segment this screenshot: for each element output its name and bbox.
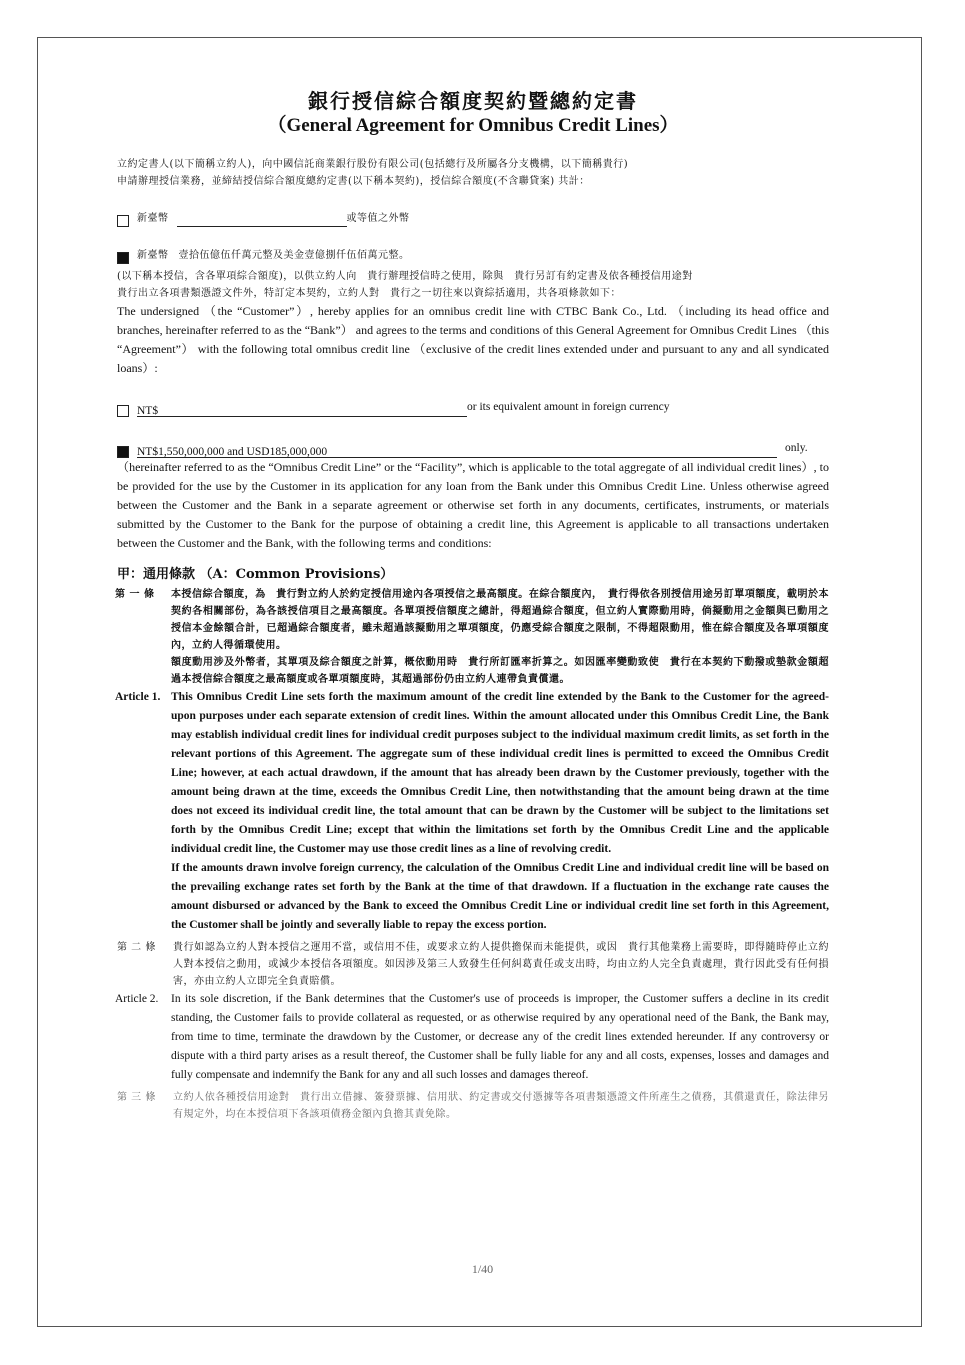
article-2-zh: [117, 939, 829, 990]
page-number: 1/40: [471, 1262, 494, 1276]
article-1-en-para-2: If the amounts drawn involve foreign currency, the calculation of the Omnibus Credit Line and individual credit line will be based on the prevailing exchange rates set forth by the Bank at the time of that drawdown. If a fluctuation in the exchange rate causes the amount disbursed or advanced by the Bank to exceed the Omnibus Credit Line or individual credit line set forth in this Agreement, the Customer shall be jointly and severally liable to repay the excess portion.: [171, 862, 829, 931]
note-zh-line-1: (以下稱本授信，含各單項綜合額度)，以供立約人向 貴行辦理授信時之使用，除與 貴行另訂有約定書及依各種授信用途對: [117, 271, 693, 282]
option-2-zh: [117, 247, 829, 264]
checkbox-option-1-zh[interactable]: [117, 215, 129, 227]
article-1-en-label: Article 1.: [115, 691, 161, 703]
amount-blank-zh[interactable]: [177, 214, 347, 227]
article-2-zh-label: 第 二 條: [117, 942, 156, 953]
article-1-zh-label: 第 一 條: [115, 589, 155, 600]
facility-english: （hereinafter referred to as the “Omnibus Credit Line” or the “Facility”, which is applicable to the total aggregate of all individual credit lines）, to be provided for the use by the Customer in its application for any loan from the Bank under this Omnibus Credit Line. Unless otherwise agreed between the Customer and the Bank in a separate agreement or otherwise set forth in any documents, certificates, instruments, or materials submitted by the Customer to the Bank for the purpose of obtaining a credit line, this Agreement is applicable to all transactions undertaken between the Customer and the Bank, with the following terms and conditions:: [117, 460, 829, 550]
article-1-zh-para-1: 本授信綜合額度，為 貴行對立約人於約定授信用途內各項授信之最高額度。在綜合額度內， 貴行得依各別授信用途另訂單項額度，載明於本契約各相關部份，為各該授信項目之最高額度。各單項授信額度之總計，得超過綜合額度，但立約人實際動用時，倘擬動用之金額與已動用之授信本金餘額合計，已超過綜合額度者，雖未超過該擬動用之單項額度，仍應受綜合額度之限制，不得超限動用，惟在綜合額度及各單項額度內，立約人得循環使用。: [171, 589, 829, 651]
intro-zh-line-1: 立約定書人(以下簡稱立約人)，向中國信託商業銀行股份有限公司(包括總行及所屬各分支機構，以下簡稱貴行): [117, 159, 629, 170]
option-1-en-suffix: or its equivalent amount in foreign currency: [467, 401, 670, 413]
article-1-zh-para-2: 額度動用涉及外幣者，其單項及綜合額度之計算，概依動用時 貴行所訂匯率折算之。如因匯率變動致使 貴行在本契約下動撥或墊款金額超過本授信綜合額度之最高額度或各單項額度時，其超過部份仍由立約人連帶負責償還。: [171, 657, 829, 685]
option-1-zh-label: 新臺幣: [137, 213, 169, 224]
option-2-en: [117, 439, 829, 458]
intro-zh-line-2: 申請辦理授信業務，並締結授信綜合額度總約定書(以下稱本契約)，授信綜合額度(不含聯貸案) 共計：: [117, 176, 590, 187]
checkbox-option-1-en[interactable]: [117, 405, 129, 417]
option-1-en: [117, 398, 829, 417]
intro-english: The undersigned （the “Customer”）, hereby applies for an omnibus credit line with CTBC Bank Co., Ltd. （including its head office and branches, hereinafter referred to as the “Bank”） and agrees to the terms and conditions of this General Agreement for Omnibus Credit Lines （this “Agreement”） with the following total omnibus credit line （exclusive of the credit lines extended under and pursuant to any and all syndicated loans）:: [117, 304, 829, 375]
article-2-en: [117, 990, 829, 1085]
option-2-zh-amount: 壹拾伍億伍仟萬元整及美金壹億捌仟伍佰萬元整。: [178, 250, 410, 261]
amount-blank-en[interactable]: [137, 402, 467, 417]
option-2-zh-label: 新臺幣: [137, 250, 169, 261]
option-1-en-label: NT$: [137, 405, 159, 417]
article-2-en-text: In its sole discretion, if the Bank determines that the Customer's use of proceeds is improper, the Customer suffers a decline in its credit standing, the Customer fails to provide collateral as requested, or as otherwise required by any operational need of the Bank, the Bank may, from time to time, terminate the drawdown by the Customer, or decrease any of the credit lines extended hereunder. If any controversy or dispute with a third party arises as a result thereof, the Customer shall be fully liable for any and all costs, expenses, losses and damages and fully compensate and indemnify the Bank for any and all such losses and damages thereof.: [171, 993, 829, 1081]
note-zh-line-2: 貴行出立各項書類憑證文件外，特訂定本契約，立約人對 貴行之一切往來以資綜括適用，共各項條款如下：: [117, 288, 621, 299]
option-2-en-amount: NT$1,550,000,000 and USD185,000,000: [137, 446, 328, 458]
article-1-zh: [115, 586, 829, 688]
document-page: [117, 88, 829, 1123]
article-2-en-label: Article 2.: [115, 993, 159, 1005]
option-1-zh: [117, 210, 829, 227]
article-3-zh-label: 第 三 條: [117, 1092, 156, 1103]
title-english: （General Agreement for Omnibus Credit Lines）: [267, 115, 679, 136]
article-1-en-para-1: This Omnibus Credit Line sets forth the maximum amount of the credit line extended by the Bank to the Customer for the agreed-upon purposes under each separate extension of credit lines. Within the amount allocated under this Omnibus Credit Line, the Bank may establish individual credit lines for individual credit purposes subject to the individual maximum credit limits, as set forth in the relevant portions of this Agreement. The aggregate sum of these individual credit lines is permitted to exceed the Omnibus Credit Line; however, at each actual drawdown, if the amount that has already been drawn by the Customer previously, together with the amount being drawn at the time, exceeds the Omnibus Credit Line, then notwithstanding that the amount being drawn at the time does not exceed its individual credit line, the total amount that can be drawn by the Customer will be subject to the limitations set forth by the Omnibus Credit Line; except that within the limitations set forth by the Omnibus Credit Line and the applicable individual credit line, the Customer may use those credit lines as a line of revolving credit.: [171, 691, 829, 855]
checkbox-option-2-en-checked[interactable]: [117, 446, 129, 458]
article-3-zh-text: 立約人依各種授信用途對 貴行出立借據、簽發票據、信用狀、約定書或交付憑據等各項書類憑證文件所產生之債務，其償還責任，除法律另有規定外，均在本授信項下各該項債務金額內負擔其責免除。: [173, 1092, 829, 1120]
article-3-zh: [117, 1089, 829, 1123]
checkbox-option-2-zh-checked[interactable]: [117, 252, 129, 264]
option-1-zh-suffix: 或等值之外幣: [346, 213, 410, 224]
section-a-heading: 甲：通用條款 （A：Common Provisions）: [117, 567, 394, 582]
article-1-en: [117, 688, 829, 935]
title-chinese: 銀行授信綜合額度契約暨總約定書: [308, 89, 638, 113]
amount-filled-en[interactable]: [137, 443, 777, 458]
article-2-zh-text: 貴行如認為立約人對本授信之運用不當，或信用不佳，或要求立約人提供擔保而未能提供，或因 貴行其他業務上需要時，即得隨時停止立約人對本授信之動用，或減少本授信各項額度。如因涉及第三人致發生任何糾葛責任或支出時，均由立約人完全負責處理，貴行因此受有任何損害，亦由立約人立即完全負責賠償。: [173, 942, 829, 987]
option-2-en-suffix: only.: [785, 442, 808, 454]
